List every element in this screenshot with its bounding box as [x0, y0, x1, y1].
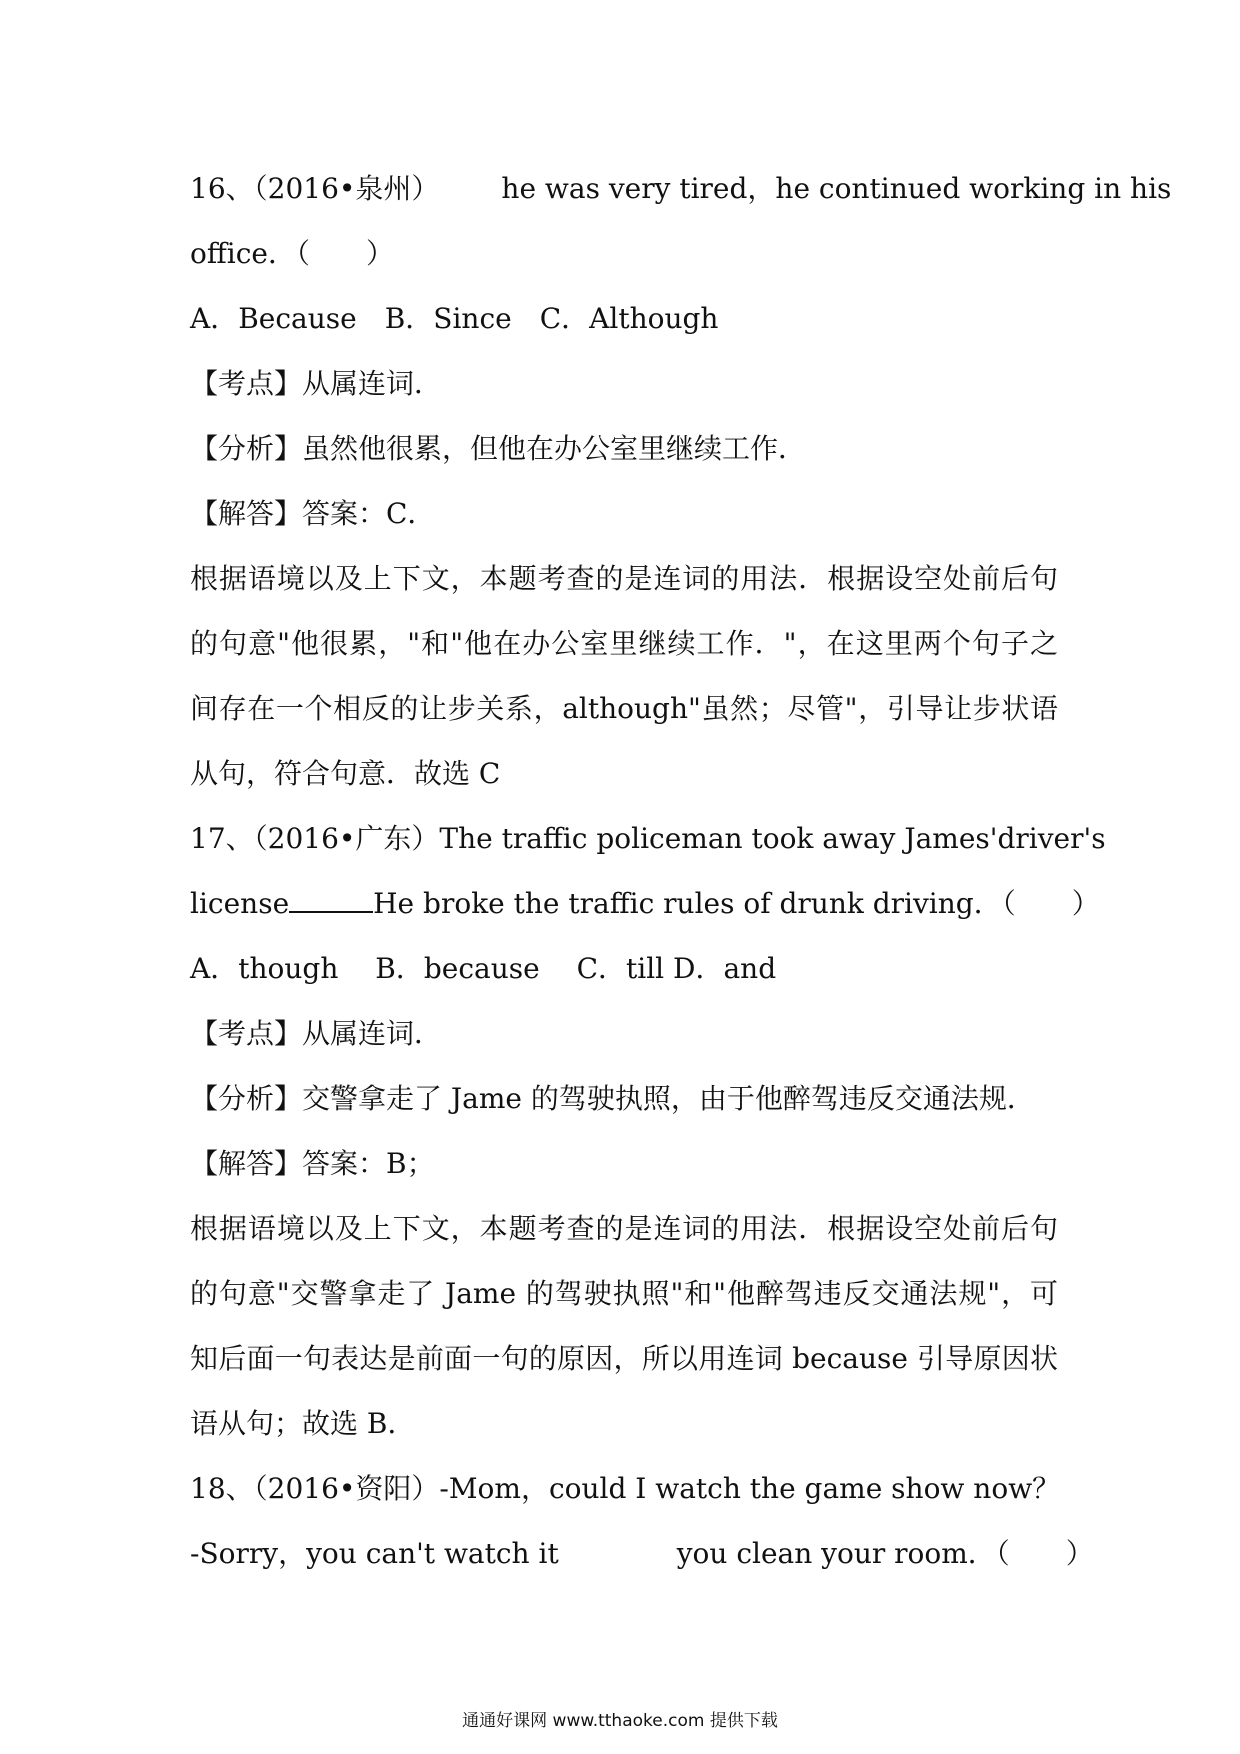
q17-stem-line-2 — [190, 871, 1100, 936]
q17-options: A．though B．because C．till D．and — [190, 952, 777, 985]
q17-underline-blank — [289, 885, 373, 913]
q18-stem-line-2 — [190, 1521, 1094, 1586]
q16-explain-line: 从句，符合句意．故选 C — [190, 757, 501, 790]
q16-explain-line: 的句意"他很累，"和"他在办公室里继续工作．"，在这里两个句子之 — [190, 627, 1058, 660]
q16-fenxi: 【分析】虽然他很累，但他在办公室里继续工作． — [190, 432, 807, 465]
q16-source: 16、（2016•泉州） — [190, 172, 440, 205]
q16-options: A．Because B．Since C．Although — [190, 302, 719, 335]
question-content — [190, 156, 1172, 1586]
q18-stem-prefix: -Sorry，you can't watch it — [190, 1537, 559, 1570]
page-footer: 通通好课网 www.tthaoke.com 提供下载 — [462, 1711, 778, 1731]
q17-kaodian: 【考点】从属连词． — [190, 1017, 443, 1050]
q17-explain-line: 根据语境以及上下文，本题考查的是连词的用法．根据设空处前后句 — [190, 1212, 1058, 1245]
q18-stem-line-1: 18、（2016•资阳）-Mom，could I watch the game show now？ — [190, 1472, 1061, 1505]
q17-stem-line-1: 17、（2016•广东）The traffic policeman took away James'driver's — [190, 822, 1106, 855]
q16-stem-line-1 — [190, 156, 1172, 221]
q17-explain-line: 的句意"交警拿走了 Jame 的驾驶执照"和"他醉驾违反交通法规"，可 — [190, 1277, 1058, 1310]
q18-stem-text: you clean your room．（ ） — [676, 1537, 1094, 1570]
q16-explain-line: 根据语境以及上下文，本题考查的是连词的用法．根据设空处前后句 — [190, 562, 1058, 595]
q17-stem-text: He broke the traffic rules of drunk driving．（ ） — [373, 887, 1100, 920]
q17-stem-prefix: license — [190, 887, 290, 920]
q17-jieda: 【解答】答案：B； — [190, 1147, 435, 1180]
q17-fenxi: 【分析】交警拿走了 Jame 的驾驶执照，由于他醉驾违反交通法规． — [190, 1082, 1035, 1115]
q16-jieda: 【解答】答案：C． — [190, 497, 436, 530]
q17-explain-line: 知后面一句表达是前面一句的原因，所以用连词 because 引导原因状 — [190, 1342, 1058, 1375]
q16-stem-line-2: office．（ ） — [190, 237, 394, 270]
q16-stem-text: he was very tired，he continued working in his — [501, 172, 1172, 205]
q17-explain-line: 语从句；故选 B． — [190, 1407, 416, 1440]
q16-kaodian: 【考点】从属连词． — [190, 367, 443, 400]
q16-explain-line: 间存在一个相反的让步关系，although"虽然；尽管"，引导让步状语 — [190, 692, 1058, 725]
